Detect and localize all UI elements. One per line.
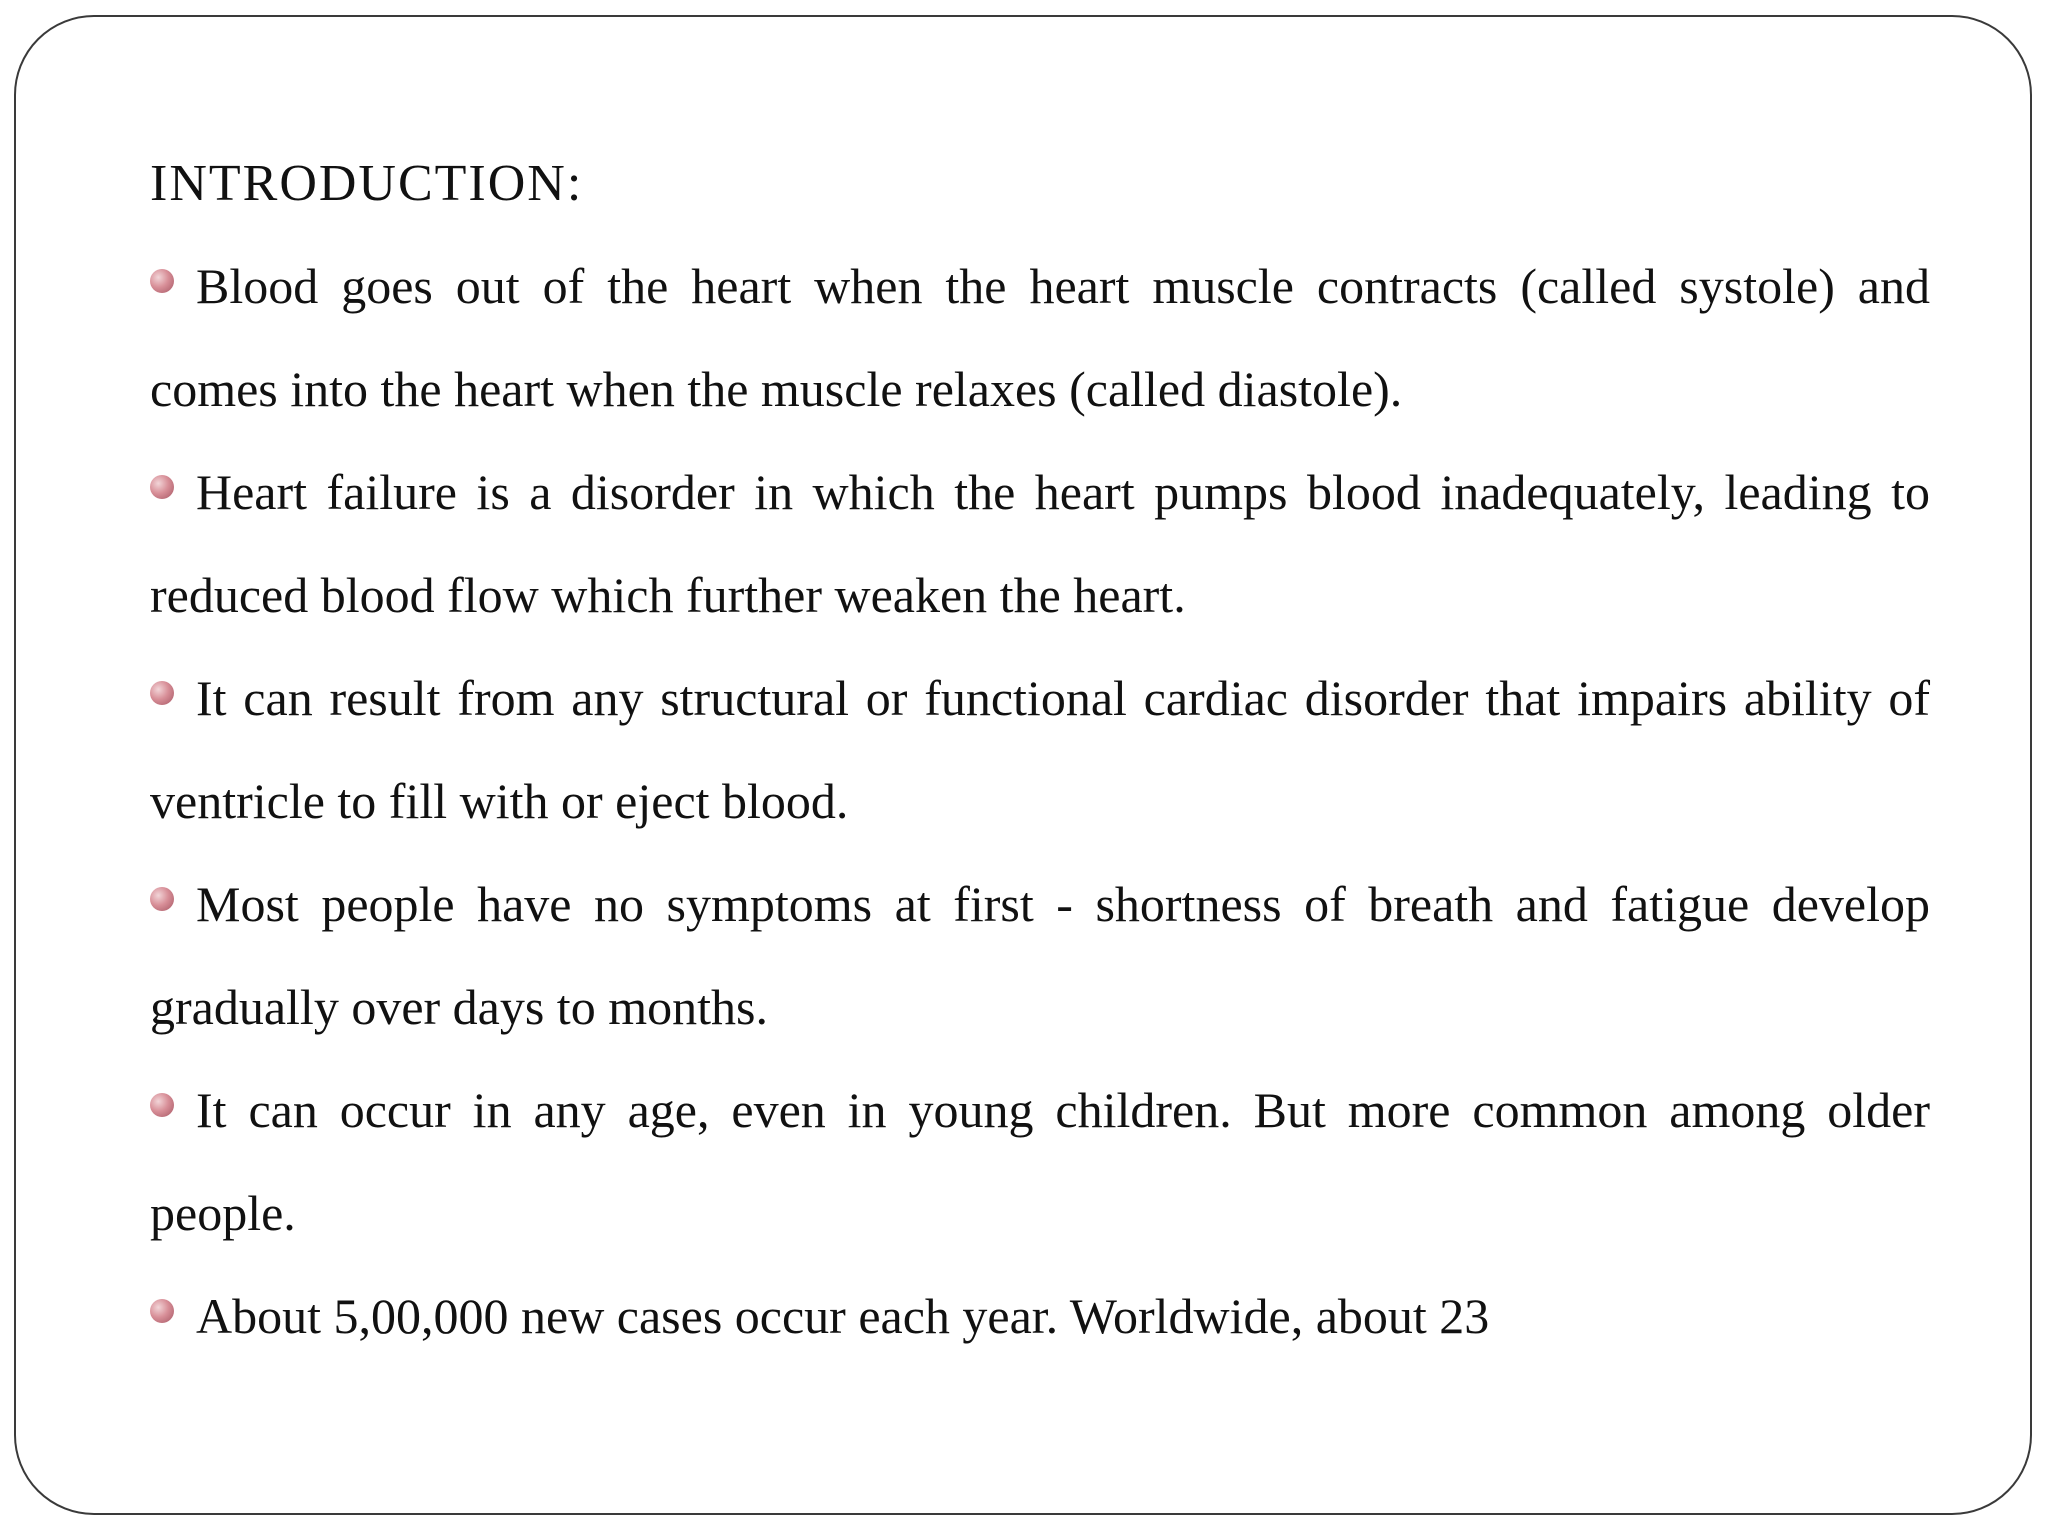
- pink-sphere-bullet-icon: [150, 887, 174, 911]
- bullet-item: [150, 235, 1930, 441]
- bullet-item: [150, 1059, 1930, 1265]
- bullet-text: Heart failure is a disorder in which the heart pumps blood inadequately, leading to reduced blood flow which further weaken the heart.: [150, 464, 1930, 623]
- bullet-text: It can occur in any age, even in young children. But more common among older people.: [150, 1082, 1930, 1241]
- pink-sphere-bullet-icon: [150, 475, 174, 499]
- slide-content: [150, 132, 1930, 1368]
- bullet-text: Most people have no symptoms at first - shortness of breath and fatigue develop gradually over days to months.: [150, 876, 1930, 1035]
- bullet-item: [150, 1265, 1930, 1368]
- bullet-item: [150, 647, 1930, 853]
- bullet-item: [150, 441, 1930, 647]
- slide-frame: [14, 15, 2032, 1515]
- bullet-item: [150, 853, 1930, 1059]
- bullet-text: Blood goes out of the heart when the heart muscle contracts (called systole) and comes into the heart when the muscle relaxes (called diastole).: [150, 258, 1930, 417]
- pink-sphere-bullet-icon: [150, 269, 174, 293]
- bullet-text: About 5,00,000 new cases occur each year. Worldwide, about 23: [196, 1288, 1490, 1344]
- pink-sphere-bullet-icon: [150, 681, 174, 705]
- bullet-text: It can result from any structural or functional cardiac disorder that impairs ability of ventricle to fill with or eject blood.: [150, 670, 1930, 829]
- pink-sphere-bullet-icon: [150, 1093, 174, 1117]
- pink-sphere-bullet-icon: [150, 1299, 174, 1323]
- slide-heading: INTRODUCTION:: [150, 155, 584, 212]
